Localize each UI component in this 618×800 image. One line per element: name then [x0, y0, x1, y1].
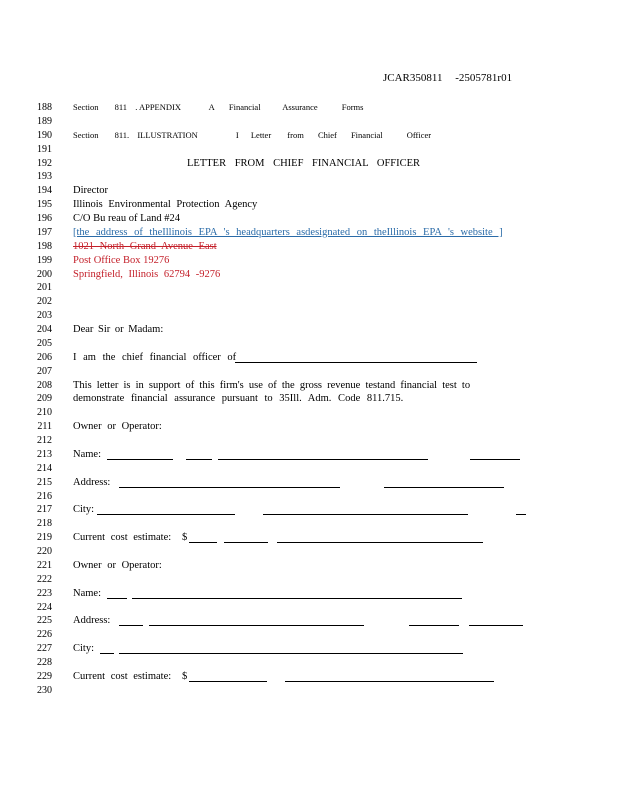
line-number: 205 — [37, 337, 52, 349]
line-row — [0, 587, 618, 601]
name-field[interactable] — [107, 448, 173, 460]
address-field[interactable] — [119, 476, 340, 488]
line-row — [0, 129, 618, 143]
line-number: 204 — [37, 324, 52, 335]
line-number: 193 — [37, 171, 52, 183]
line-number: 220 — [37, 546, 52, 557]
line-number: 194 — [37, 185, 52, 197]
line-number: 224 — [37, 601, 52, 613]
line-row — [0, 157, 618, 171]
line-row — [0, 115, 618, 129]
line-row — [0, 545, 618, 559]
line-number: 219 — [37, 532, 52, 544]
line-row — [0, 503, 618, 517]
address-director: Director — [73, 185, 108, 197]
line-row — [0, 281, 618, 295]
line-row — [0, 434, 618, 448]
address-label: Address: — [73, 615, 111, 627]
letter-title: LETTER FROM CHIEF FINANCIAL OFFICER — [187, 157, 421, 169]
line-number: 214 — [37, 462, 52, 474]
line-number: 210 — [37, 407, 52, 419]
line-row — [0, 601, 618, 615]
line-row — [0, 490, 618, 504]
line-number: 213 — [37, 448, 52, 460]
cost-estimate-label: Current cost estimate: — [73, 670, 172, 682]
line-number: 209 — [37, 393, 52, 405]
line-row — [0, 559, 618, 573]
line-number: 221 — [37, 559, 52, 571]
name-field[interactable] — [470, 448, 520, 460]
address-co: C/O Bu reau of Land #24 — [73, 213, 181, 224]
section-heading: Section 811 . APPENDIX A Financial Assurance Forms — [73, 102, 364, 112]
line-row — [0, 101, 618, 115]
cost-estimate-field[interactable] — [285, 670, 494, 682]
line-number: 189 — [37, 115, 52, 127]
name-field[interactable] — [132, 587, 462, 599]
line-row — [0, 392, 618, 406]
line-number: 215 — [37, 476, 52, 488]
address-po-box: Post Office Box 19276 — [73, 254, 170, 266]
line-row — [0, 351, 618, 365]
line-row — [0, 198, 618, 212]
line-row — [0, 642, 618, 656]
line-row — [0, 323, 618, 337]
line-row — [0, 268, 618, 282]
line-row — [0, 240, 618, 254]
cost-estimate-field[interactable] — [189, 670, 267, 682]
dollar-sign: $ — [182, 670, 188, 682]
document-header — [383, 72, 512, 84]
address-field[interactable] — [409, 614, 459, 626]
line-row — [0, 628, 618, 642]
line-row — [0, 573, 618, 587]
line-row — [0, 170, 618, 184]
line-number: 200 — [37, 268, 52, 280]
salutation: Dear Sir or Madam: — [73, 324, 164, 335]
line-row — [0, 420, 618, 434]
line-number: 212 — [37, 435, 52, 446]
city-field[interactable] — [119, 642, 463, 654]
document-version: -2505781r01 — [455, 72, 513, 84]
city-label: City: — [73, 504, 95, 516]
line-row — [0, 143, 618, 157]
line-row — [0, 379, 618, 393]
line-row — [0, 531, 618, 545]
name-label: Name: — [73, 587, 101, 599]
owner-operator-label: Owner or Operator: — [73, 421, 162, 433]
line-number: 197 — [37, 226, 52, 238]
line-row — [0, 337, 618, 351]
line-number: 225 — [37, 615, 52, 627]
address-city-state: Springfield, Illinois 62794 -9276 — [73, 268, 221, 280]
line-row — [0, 365, 618, 379]
line-number: 227 — [37, 643, 52, 655]
cost-estimate-field[interactable] — [189, 531, 217, 543]
cost-estimate-label: Current cost estimate: — [73, 532, 172, 544]
line-number: 198 — [37, 240, 52, 252]
line-row — [0, 656, 618, 670]
line-number: 203 — [37, 310, 52, 322]
line-number: 201 — [37, 282, 52, 294]
name-field[interactable] — [218, 448, 428, 460]
line-number: 230 — [37, 684, 52, 696]
cost-estimate-field[interactable] — [277, 531, 483, 543]
city-field[interactable] — [100, 642, 114, 654]
line-number: 207 — [37, 365, 52, 377]
line-row — [0, 684, 618, 698]
city-field[interactable] — [97, 503, 235, 515]
company-name-field[interactable] — [235, 351, 477, 363]
line-number: 228 — [37, 657, 52, 668]
line-number: 199 — [37, 254, 52, 266]
address-agency: Illinois Environmental Protection Agency — [73, 199, 258, 211]
line-row — [0, 212, 618, 226]
line-row — [0, 448, 618, 462]
line-number: 206 — [37, 351, 52, 363]
owner-operator-label: Owner or Operator: — [73, 559, 162, 571]
city-label: City: — [73, 643, 95, 655]
line-number: 229 — [37, 670, 52, 682]
line-number: 196 — [37, 213, 52, 224]
line-row — [0, 406, 618, 420]
city-field[interactable] — [263, 503, 468, 515]
address-field[interactable] — [384, 476, 504, 488]
line-row — [0, 476, 618, 490]
address-label: Address: — [73, 476, 111, 488]
name-label: Name: — [73, 448, 101, 460]
intro-text: I am the chief financial officer of — [73, 351, 237, 363]
line-row — [0, 517, 618, 531]
line-row — [0, 462, 618, 476]
line-number: 188 — [37, 102, 52, 113]
numbered-lines — [0, 101, 618, 698]
cost-estimate-field[interactable] — [224, 531, 268, 543]
name-field[interactable] — [186, 448, 212, 460]
line-row — [0, 670, 618, 684]
line-number: 190 — [37, 129, 52, 141]
address-field[interactable] — [149, 614, 364, 626]
document-id: JCAR350811 — [383, 72, 443, 84]
line-row — [0, 254, 618, 268]
line-number: 202 — [37, 296, 52, 308]
line-number: 222 — [37, 573, 52, 585]
line-number: 218 — [37, 518, 52, 530]
illustration-heading: Section 811. ILLUSTRATION I Letter from Chief Financial Officer — [73, 129, 432, 140]
line-row — [0, 309, 618, 323]
line-number: 192 — [37, 157, 52, 169]
support-text-line-1: This letter is in support of this firm's use of the gross revenue testand financial test to — [73, 379, 471, 391]
address-inserted-text: [the address of theIllinois EPA 's headquarters asdesignated on theIllinois EPA 's website ] — [73, 226, 503, 238]
address-deleted-text: 1021 North Grand Avenue East — [73, 240, 217, 252]
line-number: 191 — [37, 143, 52, 155]
line-number: 195 — [37, 199, 52, 211]
line-row — [0, 184, 618, 198]
line-number: 211 — [37, 421, 52, 433]
line-number: 216 — [37, 490, 52, 502]
line-row — [0, 226, 618, 240]
dollar-sign: $ — [182, 532, 188, 544]
line-row — [0, 295, 618, 309]
city-field[interactable] — [516, 503, 526, 515]
line-row — [0, 614, 618, 628]
address-field[interactable] — [119, 614, 143, 626]
line-number: 223 — [37, 587, 52, 599]
line-number: 217 — [37, 504, 52, 516]
line-number: 208 — [37, 379, 52, 391]
support-text-line-2: demonstrate financial assurance pursuant to 35Ill. Adm. Code 811.715. — [73, 393, 404, 405]
name-field[interactable] — [107, 587, 127, 599]
line-number: 226 — [37, 629, 52, 641]
address-field[interactable] — [469, 614, 523, 626]
